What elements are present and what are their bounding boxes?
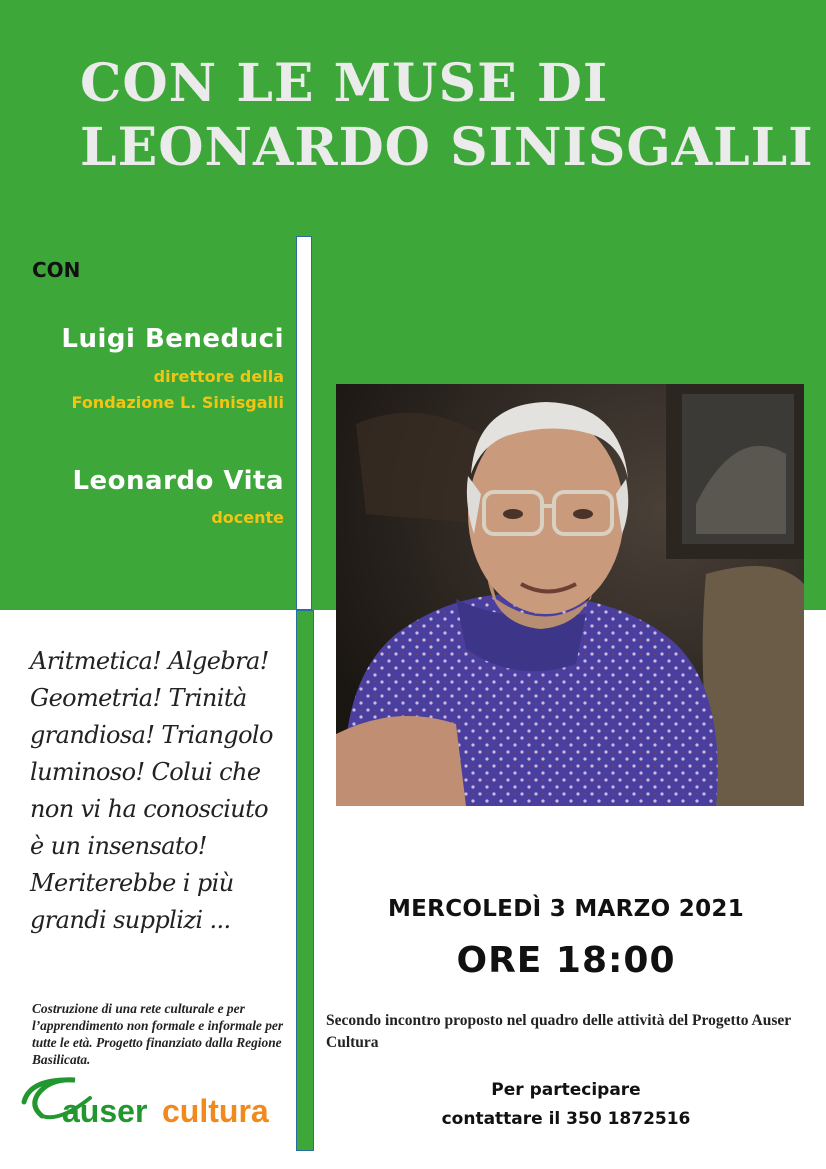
event-time: ORE 18:00 — [456, 940, 676, 981]
quote-line: Geometria! Trinità — [30, 684, 247, 712]
poster-title — [80, 52, 814, 180]
title-line-2: LEONARDO SINISGALLI — [80, 117, 814, 178]
contact-line-1: Per partecipare — [491, 1080, 641, 1100]
quote-line: è un insensato! — [30, 832, 207, 860]
vertical-divider-bottom — [296, 610, 314, 1151]
speaker-name-1: Luigi Beneduci — [61, 324, 284, 354]
svg-text:auser: auser — [62, 1093, 148, 1129]
speaker-name-2: Leonardo Vita — [72, 466, 284, 496]
contact-phone: contattare il 350 1872516 — [441, 1109, 691, 1129]
speaker-role-1 — [72, 364, 284, 416]
speaker-role-1-line-2: Fondazione L. Sinisgalli — [71, 393, 284, 412]
speaker-role-1-line-1: direttore della — [153, 367, 284, 386]
auser-cultura-logo — [20, 1072, 295, 1130]
quote-line: Meriterebbe i più — [30, 869, 234, 897]
quote-line: grandiosa! Triangolo — [30, 721, 273, 749]
title-line-1: CON LE MUSE DI — [80, 53, 609, 114]
vertical-divider-top — [296, 236, 312, 610]
sinisgalli-quote — [30, 643, 296, 939]
quote-line: luminoso! Colui che — [30, 758, 261, 786]
svg-text:cultura: cultura — [162, 1093, 269, 1129]
project-note: Costruzione di una rete culturale e per l’apprendimento non formale e informale per tutte le età. Progetto finanziato dalla Regione Basilicata. — [32, 1001, 284, 1067]
quote-line: grandi supplizi ... — [30, 906, 231, 934]
portrait-photo — [336, 384, 804, 806]
quote-line: Aritmetica! Algebra! — [30, 647, 269, 675]
speakers-intro: CON — [32, 258, 81, 282]
speaker-role-2: docente — [211, 508, 284, 527]
contact-info — [312, 1076, 820, 1134]
event-date: MERCOLEDÌ 3 MARZO 2021 — [387, 896, 745, 922]
quote-line: non vi ha conosciuto — [30, 795, 269, 823]
event-description: Secondo incontro proposto nel quadro delle attività del Progetto Auser Cultura — [326, 1012, 791, 1051]
